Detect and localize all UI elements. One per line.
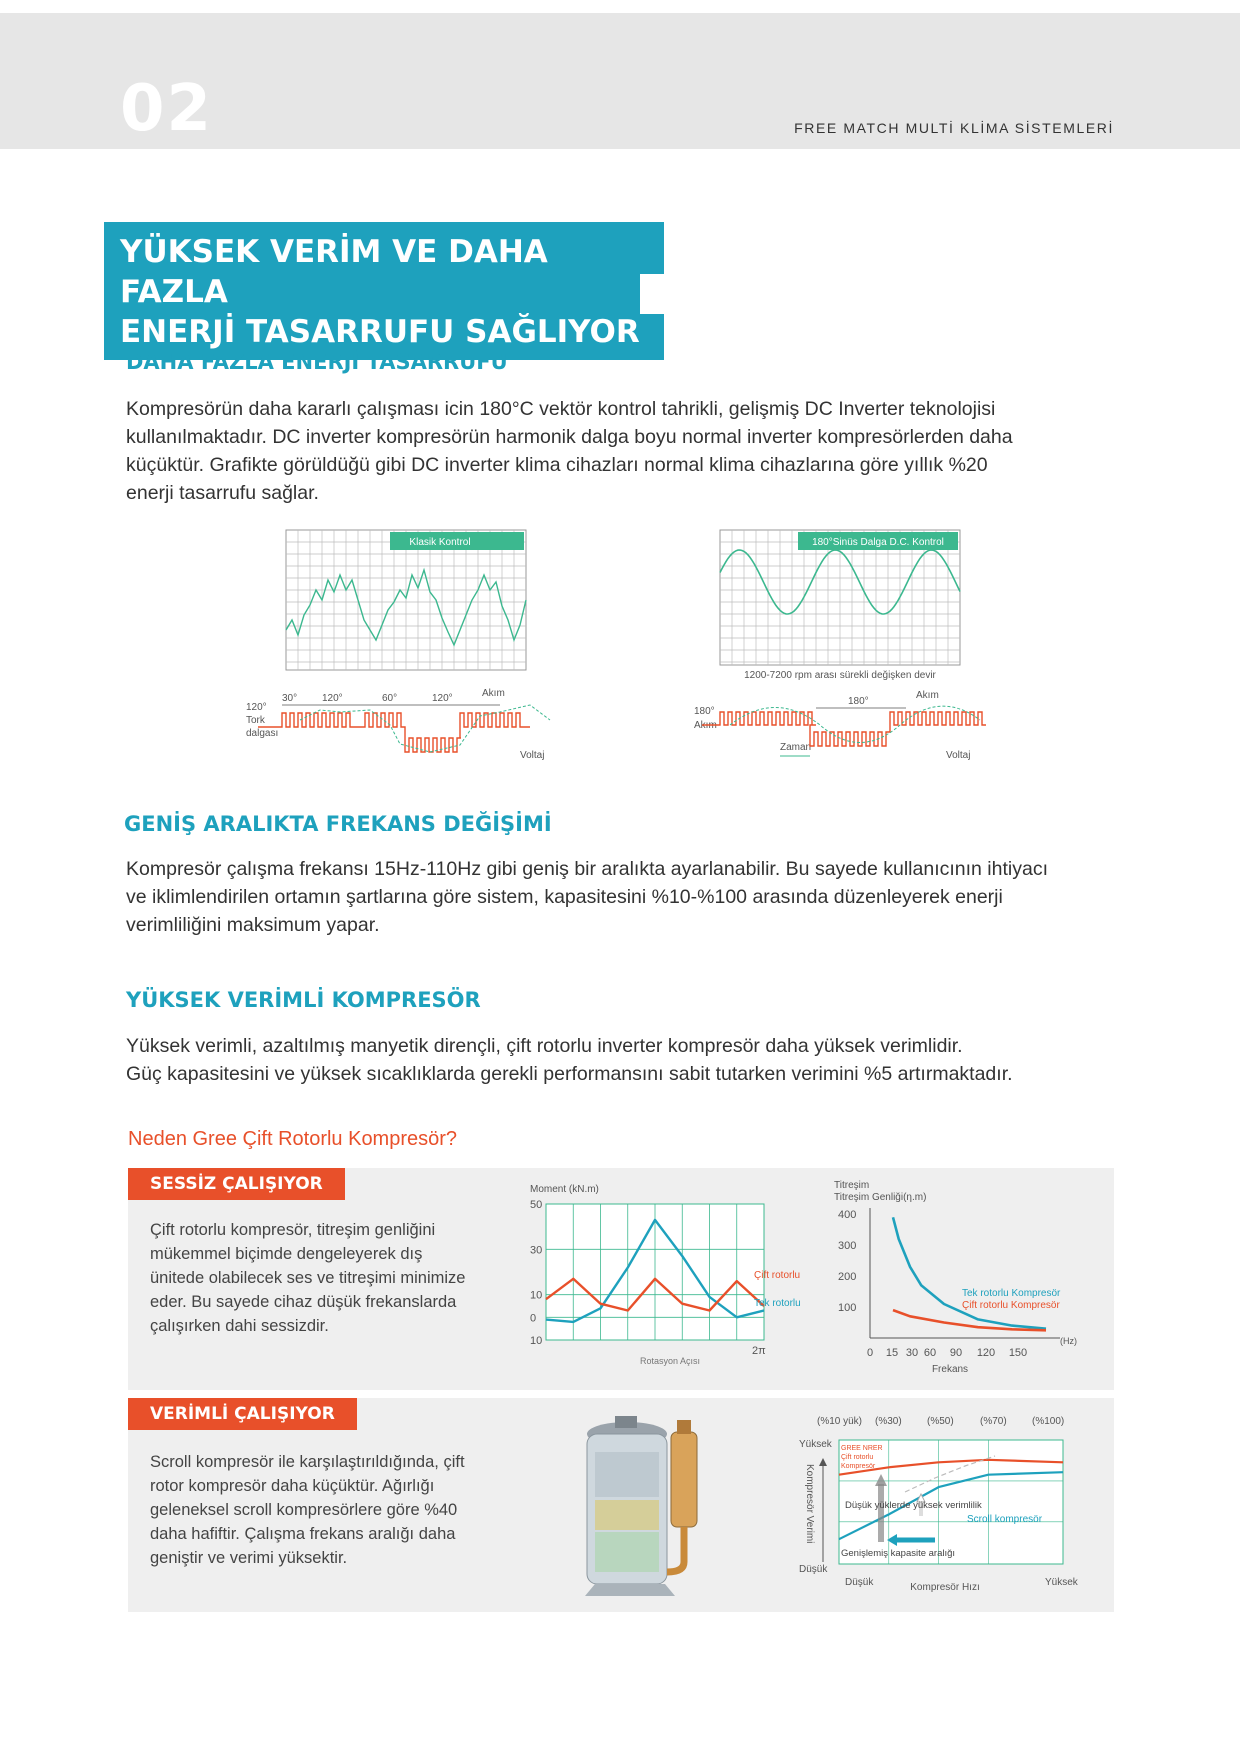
banner-line-1: YÜKSEK VERİM VE DAHA FAZLA bbox=[120, 234, 548, 310]
rpm-caption: 1200-7200 rpm arası sürekli değişken devir bbox=[744, 670, 936, 681]
legend-double: Çift rotorlu bbox=[754, 1270, 801, 1281]
y-tick-label: 300 bbox=[838, 1240, 857, 1253]
panel-silent-text bbox=[150, 1218, 465, 1338]
text-line: Scroll kompresör ile karşılaştırıldığında, çift bbox=[150, 1453, 465, 1471]
heading-compressor: YÜKSEK VERİMLİ KOMPRESÖR bbox=[126, 988, 481, 1012]
text-line: Çift rotorlu kompresör, titreşim genliğini bbox=[150, 1221, 436, 1239]
x-axis-title: Kompresör Hızı bbox=[910, 1582, 980, 1593]
y-axis-title: Titreşim Genliği(η.m) bbox=[834, 1192, 927, 1203]
x-tick-label: 30 bbox=[905, 1347, 919, 1359]
legend-gree-2: Çift rotorlu bbox=[841, 1454, 874, 1461]
text-line: daha hafiftir. Çalışma frekans aralığı daha bbox=[150, 1525, 456, 1543]
panel-efficient-text bbox=[150, 1450, 465, 1570]
side-label: dalgası bbox=[246, 728, 279, 739]
x-tick-label: 15 bbox=[885, 1347, 899, 1359]
x-unit: (Hz) bbox=[1060, 1336, 1077, 1346]
top-load-label: (%70) bbox=[980, 1416, 1007, 1427]
x-tick-label: 60 bbox=[923, 1347, 937, 1359]
current-label: Akım bbox=[482, 688, 505, 699]
accumulator bbox=[671, 1432, 697, 1527]
legend-single: Tek rotorlu Kompresör bbox=[962, 1288, 1061, 1299]
current-square-wave bbox=[702, 712, 986, 746]
x-tick-label: 120 bbox=[976, 1347, 996, 1359]
current-label: Akım bbox=[916, 690, 939, 701]
y-tick-label: 10 bbox=[530, 1289, 543, 1302]
text-line: Kompresörün daha kararlı çalışması icin 180°C vektör kontrol tahrikli, gelişmiş DC Inverter teknolojisi bbox=[126, 398, 996, 420]
y-tick-label: Yüksek bbox=[799, 1439, 832, 1450]
question-heading: Neden Gree Çift Rotorlu Kompresör? bbox=[128, 1128, 458, 1150]
top-load-label: (%10 yük) bbox=[817, 1416, 863, 1427]
series-line bbox=[893, 1217, 1046, 1328]
x-tick-label: Düşük bbox=[845, 1577, 874, 1588]
top-load-label: (%30) bbox=[875, 1416, 902, 1427]
y-tick-label: 400 bbox=[838, 1209, 857, 1222]
heading-frequency: GENİŞ ARALIKTA FREKANS DEĞİŞİMİ bbox=[124, 812, 552, 836]
classic-control-diagram bbox=[230, 520, 590, 770]
angle-label: 60° bbox=[382, 693, 398, 704]
text-line: mükemmel biçimde dengeleyerek dış bbox=[150, 1245, 423, 1263]
efficiency-chart bbox=[795, 1412, 1110, 1604]
banner-line-2: ENERJİ TASARRUFU SAĞLIYOR bbox=[120, 314, 640, 350]
text-line: rotor kompresör daha küçüktür. Ağırlığı bbox=[150, 1477, 435, 1495]
y-tick-label: 10 bbox=[530, 1335, 543, 1347]
vibration-chart bbox=[820, 1178, 1110, 1383]
moment-chart bbox=[520, 1180, 820, 1380]
heading-energy: DAHA FAZLA ENERJİ TASARRUFU bbox=[126, 350, 508, 374]
tag-efficient: VERİMLİ ÇALIŞIYOR bbox=[128, 1398, 357, 1430]
x-tick-label: 90 bbox=[949, 1347, 963, 1359]
voltage-label: Voltaj bbox=[520, 750, 545, 761]
time-label: Zaman bbox=[780, 742, 812, 753]
y-axis-title: Kompresör Verimi bbox=[804, 1464, 815, 1544]
text-line: çalışırken dahi sessizdir. bbox=[150, 1317, 329, 1335]
text-line: Güç kapasitesini ve yüksek sıcaklıklarda gerekli performansını sabit tutarken verimini %5 artırmaktadır. bbox=[126, 1063, 1013, 1085]
sine-dc-control-diagram bbox=[680, 520, 1010, 770]
y-tick-label: 30 bbox=[530, 1244, 543, 1257]
y-tick-label: 200 bbox=[838, 1271, 857, 1284]
brand-title: FREE MATCH MULTİ KLİMA SİSTEMLERİ bbox=[794, 120, 1114, 136]
x-tick-label: Yüksek bbox=[1045, 1577, 1078, 1588]
text-line: enerji tasarrufu sağlar. bbox=[126, 482, 319, 504]
angle-label: 120° bbox=[322, 693, 343, 704]
x-tick-label: 150 bbox=[1008, 1347, 1028, 1359]
legend-scroll: Scroll kompresör bbox=[967, 1514, 1043, 1525]
top-load-label: (%100) bbox=[1032, 1416, 1065, 1427]
x-tick-label: 0 bbox=[866, 1347, 874, 1359]
y-axis-title: Moment (kN.m) bbox=[530, 1184, 599, 1195]
y-tick-label: Düşük bbox=[799, 1564, 828, 1575]
text-line: geniştir ve verimi yüksektir. bbox=[150, 1549, 348, 1567]
label-classic: Klasik Kontrol bbox=[409, 537, 471, 548]
y-tick-label: 0 bbox=[530, 1312, 537, 1325]
compressor-illustration bbox=[575, 1412, 710, 1604]
x-axis-title: Frekans bbox=[931, 1364, 969, 1375]
top-load-label: (%50) bbox=[927, 1416, 954, 1427]
label-sine: 180°Sinüs Dalga D.C. Kontrol bbox=[812, 537, 944, 548]
text-line: ve iklimlendirilen ortamın şartlarına göre sistem, kapasitesini %10-%100 arasında düzenleyerek enerji bbox=[126, 886, 1003, 908]
annotation-capacity: Genişlemiş kapasite aralığı bbox=[841, 1548, 956, 1559]
y-axis-title-1: Titreşim bbox=[834, 1180, 870, 1191]
text-line: Kompresör çalışma frekansı 15Hz-110Hz gibi geniş bir aralıkta ayarlanabilir. Bu sayede kullanıcının ihtiyacı bbox=[126, 858, 1048, 880]
section-banner bbox=[104, 222, 664, 360]
text-line: kullanılmaktadır. DC inverter kompresörün harmonik dalga boyu normal inverter kompresörlerden daha bbox=[126, 426, 1013, 448]
side-label: Akım bbox=[694, 720, 717, 731]
paragraph-compressor bbox=[126, 1032, 1013, 1088]
x-tick-label: 2π bbox=[752, 1345, 766, 1357]
legend-double: Çift rotorlu Kompresör bbox=[962, 1300, 1060, 1311]
banner-notch bbox=[640, 274, 670, 314]
text-line: eder. Bu sayede cihaz düşük frekanslarda bbox=[150, 1293, 457, 1311]
text-line: geleneksel scroll kompresörlere göre %40 bbox=[150, 1501, 458, 1519]
voltage-label: Voltaj bbox=[946, 750, 971, 761]
paragraph-frequency bbox=[126, 855, 1048, 939]
annotation-low-load: Düşük yüklerde yüksek verimlilik bbox=[845, 1500, 982, 1511]
side-label: 180° bbox=[694, 706, 715, 717]
side-label: 120° bbox=[246, 702, 267, 713]
page-number: 02 bbox=[120, 72, 214, 146]
side-label: Tork bbox=[246, 715, 265, 726]
legend-single: Tek rotorlu bbox=[754, 1298, 801, 1309]
text-line: verimliliğini maksimum yapar. bbox=[126, 914, 380, 936]
angle-label: 30° bbox=[282, 693, 298, 704]
legend-gree: GREE NRER bbox=[841, 1445, 883, 1452]
text-line: küçüktür. Grafikte görüldüğü gibi DC inverter klima cihazları normal klima cihazlarına göre yıllık %20 bbox=[126, 454, 988, 476]
text-line: Yüksek verimli, azaltılmış manyetik dirençli, çift rotorlu inverter kompresör daha yüksek verimlidir. bbox=[126, 1035, 963, 1057]
paragraph-energy bbox=[126, 395, 1013, 507]
x-axis-title: Rotasyon Açısı bbox=[639, 1356, 701, 1366]
legend-gree-3: Kompresör bbox=[841, 1463, 876, 1470]
y-tick-label: 100 bbox=[838, 1302, 857, 1315]
text-line: ünitede olabilecek ses ve titreşimi minimize bbox=[150, 1269, 466, 1287]
angle-label: 120° bbox=[432, 693, 453, 704]
y-tick-label: 50 bbox=[530, 1199, 543, 1211]
tag-silent: SESSİZ ÇALIŞIYOR bbox=[128, 1168, 345, 1200]
angle-label: 180° bbox=[848, 696, 869, 707]
